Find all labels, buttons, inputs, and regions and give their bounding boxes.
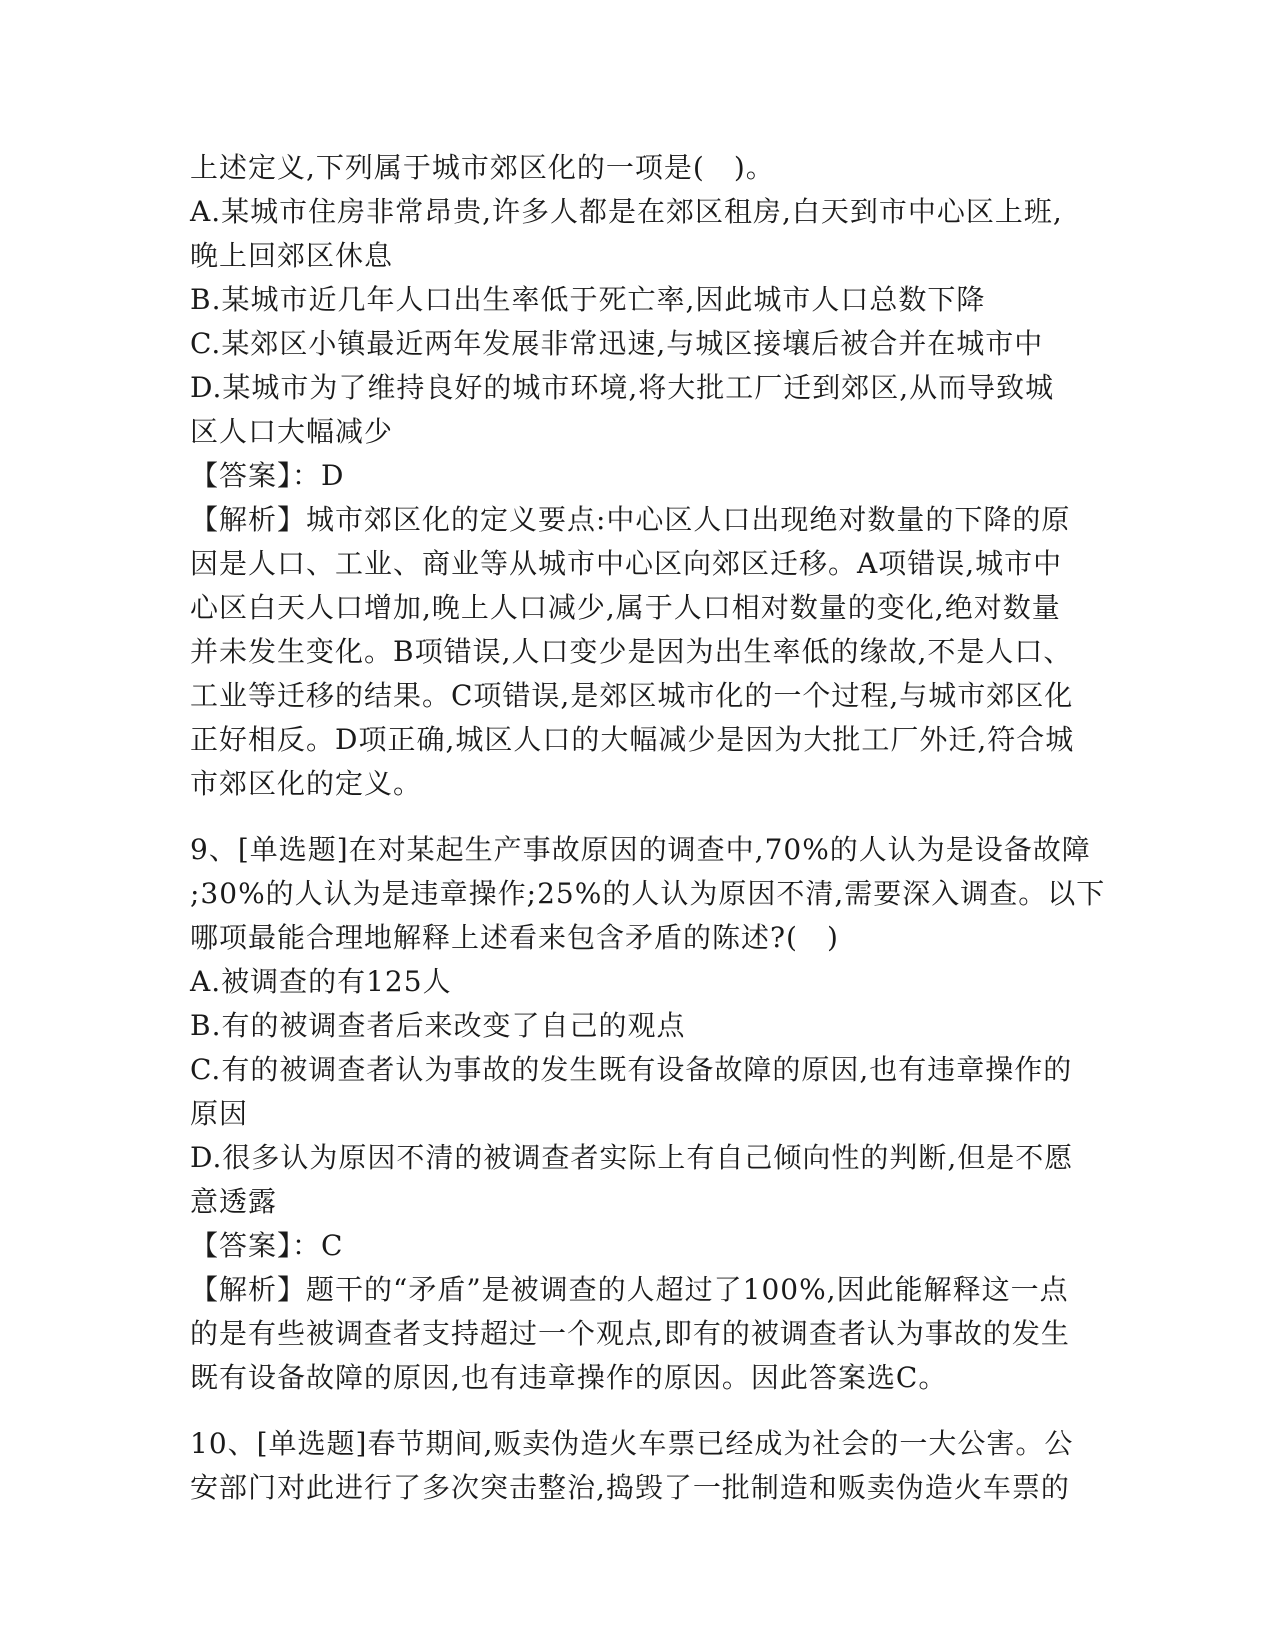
option-a-line: 晚上回郊区休息 xyxy=(190,239,394,272)
analysis-line: 既有设备故障的原因,也有违章操作的原因。因此答案选C。 xyxy=(190,1361,948,1394)
analysis-line: 【解析】城市郊区化的定义要点:中心区人口出现绝对数量的下降的原 xyxy=(190,503,1071,536)
option-d-line: 意透露 xyxy=(190,1185,278,1218)
question-stem-line: 安部门对此进行了多次突击整治,捣毁了一批制造和贩卖伪造火车票的 xyxy=(190,1471,1070,1504)
document-body xyxy=(190,146,1106,1510)
analysis-line: 因是人口、工业、商业等从城市中心区向郊区迁移。A项错误,城市中 xyxy=(190,547,1063,580)
answer-line: 【答案】：C xyxy=(190,1229,344,1262)
answer-line: 【答案】：D xyxy=(190,459,345,492)
option-c-line: 原因 xyxy=(190,1097,249,1130)
option-a-line: A.被调查的有125人 xyxy=(190,965,452,998)
question-9-block xyxy=(190,828,1106,1400)
question-stem-line: 10、[单选题]春节期间,贩卖伪造火车票已经成为社会的一大公害。公 xyxy=(190,1427,1074,1460)
option-b-line: B.某城市近几年人口出生率低于死亡率,因此城市人口总数下降 xyxy=(190,283,986,316)
analysis-line: 正好相反。D项正确,城区人口的大幅减少是因为大批工厂外迁,符合城 xyxy=(190,723,1075,756)
option-d-line: D.某城市为了维持良好的城市环境,将大批工厂迁到郊区,从而导致城 xyxy=(190,371,1055,404)
analysis-line: 工业等迁移的结果。C项错误,是郊区城市化的一个过程,与城市郊区化 xyxy=(190,679,1074,712)
option-c-line: C.某郊区小镇最近两年发展非常迅速,与城区接壤后被合并在城市中 xyxy=(190,327,1044,360)
question-stem-line: ;30%的人认为是违章操作;25%的人认为原因不清,需要深入调查。以下 xyxy=(190,877,1106,910)
option-d-line: 区人口大幅减少 xyxy=(190,415,394,448)
option-b-line: B.有的被调查者后来改变了自己的观点 xyxy=(190,1009,686,1042)
option-d-line: D.很多认为原因不清的被调查者实际上有自己倾向性的判断,但是不愿 xyxy=(190,1141,1074,1174)
question-spacer xyxy=(190,1400,1090,1422)
option-a-line: A.某城市住房非常昂贵,许多人都是在郊区租房,白天到市中心区上班, xyxy=(190,195,1063,228)
analysis-line: 【解析】题干的“矛盾”是被调查的人超过了100%,因此能解释这一点 xyxy=(190,1273,1069,1306)
question-stem-line: 上述定义,下列属于城市郊区化的一项是( )。 xyxy=(190,151,775,184)
question-10-block xyxy=(190,1422,1090,1510)
question-spacer xyxy=(190,806,1090,828)
analysis-line: 并未发生变化。B项错误,人口变少是因为出生率低的缘故,不是人口、 xyxy=(190,635,1073,668)
question-8-block xyxy=(190,146,1090,806)
analysis-line: 心区白天人口增加,晚上人口减少,属于人口相对数量的变化,绝对数量 xyxy=(190,591,1061,624)
analysis-line: 的是有些被调查者支持超过一个观点,即有的被调查者认为事故的发生 xyxy=(190,1317,1070,1350)
question-stem-line: 9、[单选题]在对某起生产事故原因的调查中,70%的人认为是设备故障 xyxy=(190,833,1091,866)
option-c-line: C.有的被调查者认为事故的发生既有设备故障的原因,也有违章操作的 xyxy=(190,1053,1073,1086)
question-stem-line: 哪项最能合理地解释上述看来包含矛盾的陈述?( ) xyxy=(190,921,839,954)
analysis-line: 市郊区化的定义。 xyxy=(190,767,423,800)
